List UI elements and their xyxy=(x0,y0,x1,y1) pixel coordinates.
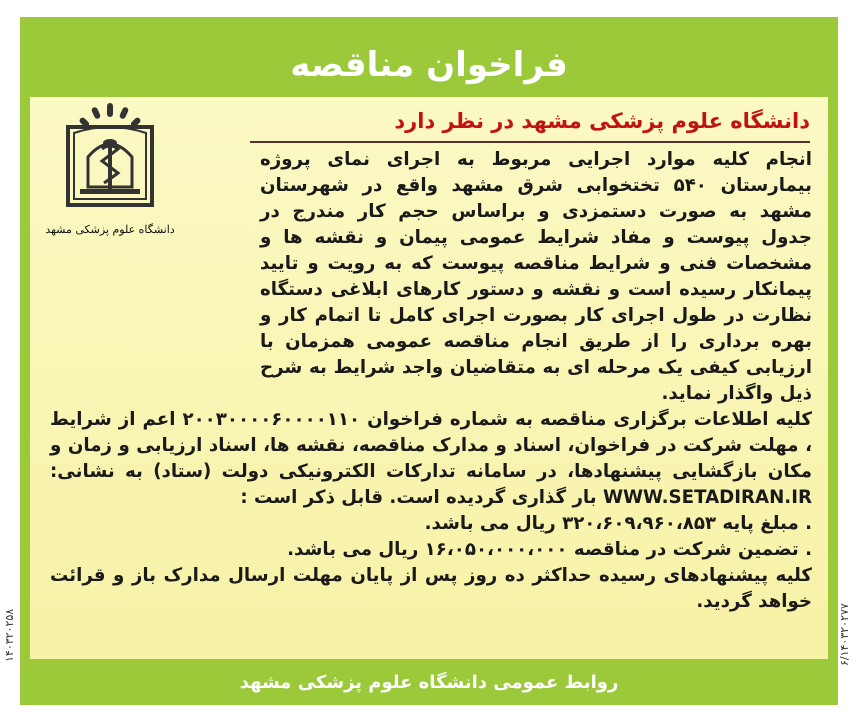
left-side-code: ۱۴۰۳۲۰۲۵۸ xyxy=(3,608,16,662)
bullet-base-amount: . مبلغ پایه ۳۲۰،۶۰۹،۹۶۰،۸۵۳ ریال می باشد. xyxy=(424,513,812,534)
notice-body xyxy=(50,147,812,615)
notice-frame xyxy=(20,17,838,705)
right-side-code: ۶/۱۴۰۳۲۰۲۷۷ xyxy=(838,603,851,667)
paragraph-info xyxy=(50,407,812,511)
logo-caption: دانشگاه علوم پزشکی مشهد xyxy=(45,223,175,236)
paragraph-closing: کلیه پیشنهادهای رسیده حداکثر ده روز پس از پایان مهلت ارسال مدارک باز و قرائت خواهد گردید. xyxy=(50,565,812,612)
notice-panel xyxy=(30,97,828,659)
info-text: کلیه اطلاعات برگزاری مناقصه به شماره فراخوان ۲۰۰۳۰۰۰۰۶۰۰۰۰۱۱۰ اعم از شرایط ، مهلت شرکت در فراخوان، اسناد و مدارک مناقصه، نقشه ها، اسناد ارزیابی و زمان و مکان بازگشایی پیشنهادها، در سامانه تدارکات الکترونیکی دولت (ستاد) به نشانی: xyxy=(50,409,813,482)
info-text-end: بار گذاری گردیده است. قابل ذکر است : xyxy=(240,487,597,508)
setad-url-link[interactable]: WWW.SETADIRAN.IR xyxy=(602,487,812,508)
notice-subtitle: دانشگاه علوم پزشکی مشهد در نظر دارد xyxy=(394,109,810,133)
notice-title: فراخوان مناقصه xyxy=(290,45,568,85)
bullet-guarantee: . تضمین شرکت در مناقصه ۱۶،۰۵۰،۰۰۰،۰۰۰ ریال می باشد. xyxy=(287,539,812,560)
divider xyxy=(250,141,810,143)
notice-footer: روابط عمومی دانشگاه علوم پزشکی مشهد xyxy=(239,672,619,693)
paragraph-main: انجام کلیه موارد اجرایی مربوط به اجرای نمای پروژه بیمارستان ۵۴۰ تختخوابی شرق مشهد واقع در شهرستان مشهد به صورت دستمزدی و براساس حجم کار مندرج در جدول پیوست و مفاد شرایط عمومی پیمان و نقشه ها و مشخصات فنی و شرایط مناقصه پیوست که به رویت و تایید پیمانکار رسیده است و نقشه و دستور کارهای ابلاغی دستگاه نظارت در طول اجرای کار بصورت اجرای کامل تا اتمام کار و بهره برداری را از طریق انجام مناقصه عمومی همزمان با ارزیابی کیفی یک مرحله ای به متقاضیان واجد شرایط به شرح ذیل واگذار نماید. xyxy=(260,149,812,404)
